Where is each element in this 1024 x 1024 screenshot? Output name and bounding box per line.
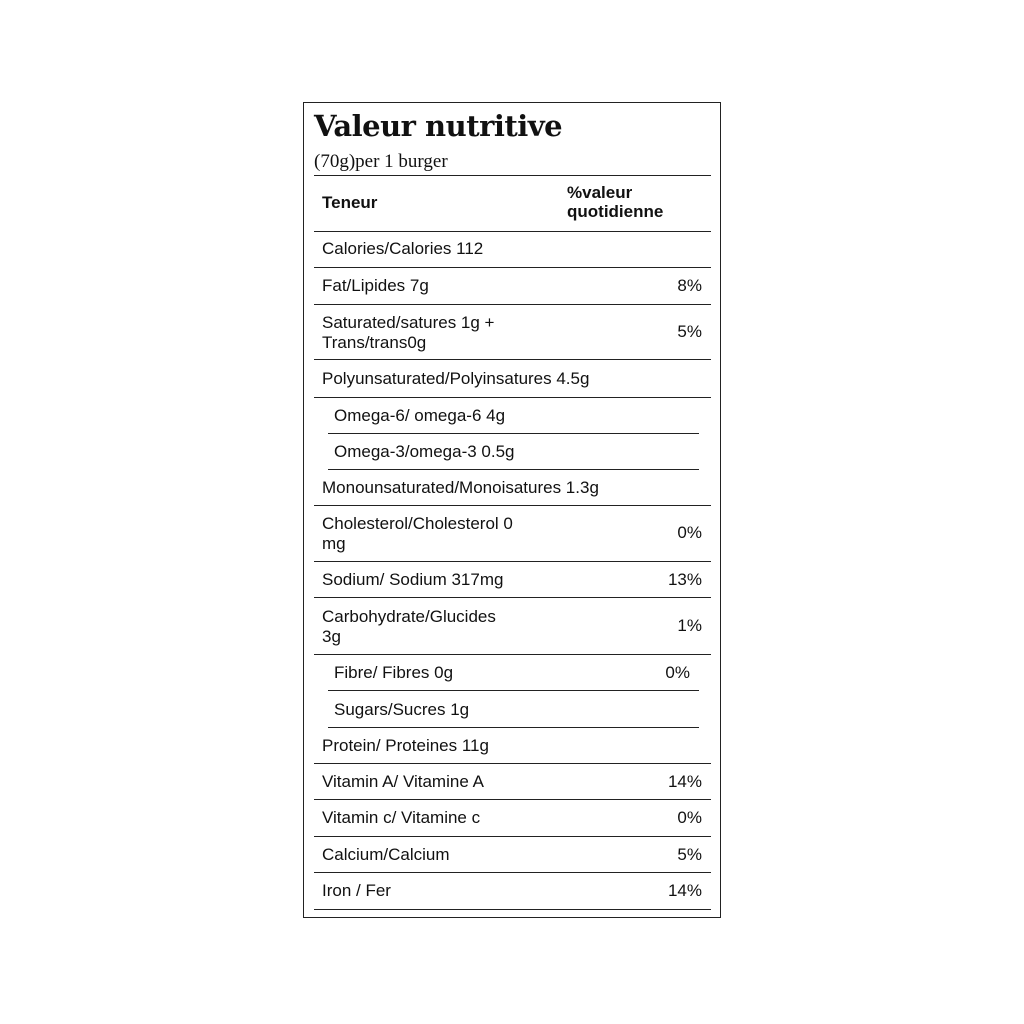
nutrition-facts-panel <box>303 102 721 918</box>
row-calcium-pct: 5% <box>677 845 702 864</box>
row-vitamin-a-pct: 14% <box>667 772 702 791</box>
row-calories-label: Calories/Calories 112 <box>322 239 484 258</box>
divider <box>314 561 711 562</box>
row-iron-label: Iron / Fer <box>322 881 391 900</box>
row-polyunsaturated-label: Polyunsaturated/Polyinsatures 4.5g <box>322 369 590 388</box>
divider <box>328 690 699 691</box>
divider <box>314 836 711 837</box>
title: Valeur nutritive <box>314 109 563 143</box>
row-carbohydrate-pct: 1% <box>677 616 702 635</box>
row-omega6-label: Omega-6/ omega-6 4g <box>334 406 506 425</box>
row-calcium-label: Calcium/Calcium <box>322 845 450 864</box>
divider <box>328 727 699 728</box>
row-sodium-label: Sodium/ Sodium 317mg <box>322 570 504 589</box>
row-fat-label: Fat/Lipides 7g <box>322 276 429 295</box>
row-saturated-label: Saturated/satures 1g + Trans/trans0g <box>322 313 495 352</box>
divider <box>314 304 711 305</box>
row-iron-pct: 14% <box>667 881 702 900</box>
divider <box>314 267 711 268</box>
divider <box>314 872 711 873</box>
divider <box>328 469 699 470</box>
row-fibre-label: Fibre/ Fibres 0g <box>334 663 454 682</box>
divider <box>314 799 711 800</box>
row-carbohydrate-label: Carbohydrate/Glucides 3g <box>322 607 496 646</box>
row-cholesterol-pct: 0% <box>677 523 702 542</box>
header-daily-value: %valeur quotidienne <box>567 183 664 221</box>
row-vitamin-a-label: Vitamin A/ Vitamine A <box>322 772 484 791</box>
row-sugars-label: Sugars/Sucres 1g <box>334 700 470 719</box>
divider <box>314 359 711 360</box>
row-vitamin-c-pct: 0% <box>677 808 702 827</box>
row-monounsaturated-label: Monounsaturated/Monoisatures 1.3g <box>322 478 599 497</box>
row-omega3-label: Omega-3/omega-3 0.5g <box>334 442 515 461</box>
divider <box>328 433 699 434</box>
row-fibre-pct: 0% <box>665 663 690 682</box>
divider <box>314 505 711 506</box>
row-sodium-pct: 13% <box>667 570 702 589</box>
divider <box>314 654 711 655</box>
header-teneur: Teneur <box>322 193 378 212</box>
row-cholesterol-label: Cholesterol/Cholesterol 0 mg <box>322 514 513 553</box>
row-saturated-pct: 5% <box>677 322 702 341</box>
divider <box>314 909 711 910</box>
divider <box>314 231 711 232</box>
row-fat-pct: 8% <box>677 276 702 295</box>
divider <box>314 175 711 176</box>
row-protein-label: Protein/ Proteines 11g <box>322 736 489 755</box>
divider <box>314 597 711 598</box>
row-vitamin-c-label: Vitamin c/ Vitamine c <box>322 808 481 827</box>
divider <box>314 763 711 764</box>
divider <box>314 397 711 398</box>
serving-size: (70g)per 1 burger <box>314 151 448 172</box>
